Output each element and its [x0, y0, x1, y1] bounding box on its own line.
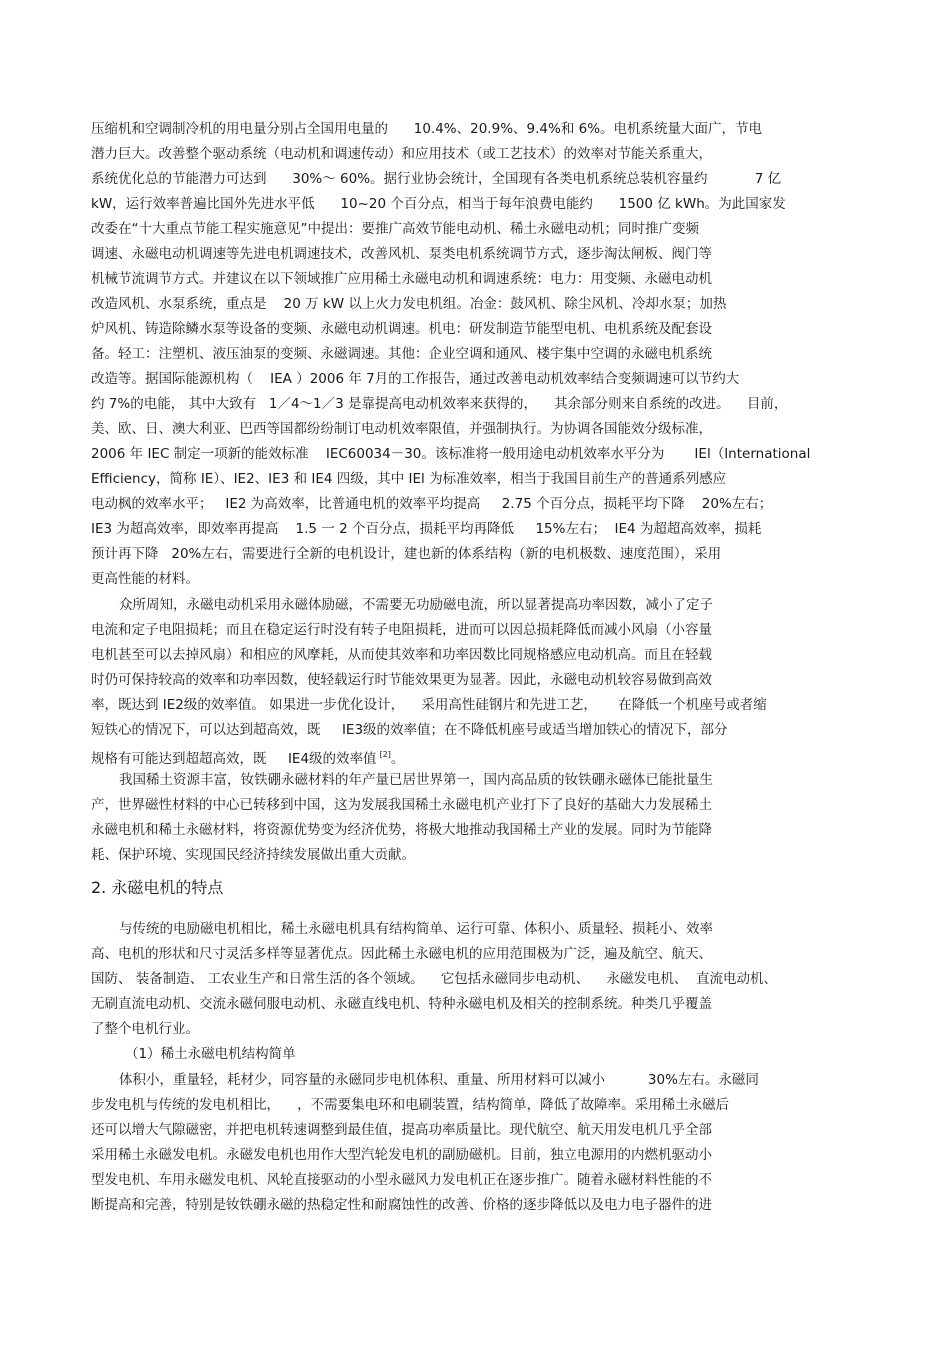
body-line: 电机甚至可以去掉风扇）和相应的风摩耗，从而使其效率和功率因数比同规格感应电动机高。而且在轻载 [91, 647, 712, 663]
body-line: 压缩机和空调制冷机的用电量分别占全国用电量的 10.4%、20.9%、9.4%和 6%。电机系统量大面广，节电 [91, 121, 763, 137]
body-line: 型发电机、车用永磁发电机、风轮直接驱动的小型永磁风力发电机正在逐步推广。随着永磁材料性能的不 [91, 1172, 712, 1188]
body-line: 还可以增大气隙磁密，并把电机转速调整到最佳值，提高功率质量比。现代航空、航天用发电机几乎全部 [91, 1122, 712, 1138]
body-line: 调速、永磁电动机调速等先进电机调速技术，改善风机、泵类电机系统调节方式，逐步淘汰闸板、阀门等 [91, 246, 712, 262]
body-line: 2006 年 IEC 制定一项新的能效标准 IEC60034－30。该标准将一般用途电动机效率水平分为 IEl（International [91, 446, 811, 462]
body-line: 高、电机的形状和尺寸灵活多样等显著优点。因此稀土永磁电机的应用范围极为广泛，遍及航空、航天、 [91, 946, 712, 962]
body-line: 改委在“十大重点节能工程实施意见”中提出：要推广高效节能电动机、稀土永磁电动机；同时推广变频 [91, 221, 699, 237]
body-line: 机械节流调节方式。并建议在以下领域推广应用稀土永磁电动机和调速系统：电力：用变频、永磁电动机 [91, 271, 712, 287]
body-line [91, 746, 404, 768]
body-line: 备。轻工：注塑机、液压油泵的变频、永磁调速。其他：企业空调和通风、楼宇集中空调的永磁电机系统 [91, 346, 712, 362]
body-line: kW，运行效率普遍比国外先进水平低 10~20 个百分点，相当于每年浪费电能约 1500 亿 kWh。为此国家发 [91, 196, 786, 212]
body-line: 无刷直流电动机、交流永磁伺服电动机、永磁直线电机、特种永磁电机及相关的控制系统。种类几乎覆盖 [91, 996, 712, 1012]
body-line: IE3 为超高效率，即效率再提高 1.5 一 2 个百分点，损耗平均再降低 15%左右； IE4 为超超高效率，损耗 [91, 521, 762, 537]
body-line: 更高性能的材料。 [91, 571, 199, 587]
body-line: 改造等。据国际能源机构（ IEA ）2006 年 7月的工作报告，通过改善电动机效率结合变频调速可以节约大 [91, 371, 740, 387]
body-line: Efficiency，简称 IE）、IE2、IE3 和 IE4 四级，其中 IEl 为标准效率，相当于我国目前生产的普通系列感应 [91, 471, 727, 487]
section-heading: 2. 永磁电机的特点 [91, 878, 224, 897]
body-line: 系统优化总的节能潜力可达到 30%～ 60%。据行业协会统计，全国现有各类电机系统总装机容量约 7 亿 [91, 171, 782, 187]
body-line: 时仍可保持较高的效率和功率因数，使轻载运行时节能效果更为显著。因此，永磁电动机较容易做到高效 [91, 672, 712, 688]
body-line: 美、欧、日、澳大利亚、巴西等国都纷纷制订电动机效率限值，并强制执行。为协调各国能效分级标准， [91, 421, 712, 437]
body-line: 潜力巨大。改善整个驱动系统（电动机和调速传动）和应用技术（或工艺技术）的效率对节能关系重大， [91, 146, 712, 162]
body-line: 采用稀土永磁发电机。永磁发电机也用作大型汽轮发电机的副励磁机。目前，独立电源用的内燃机驱动小 [91, 1147, 712, 1163]
body-line: 电流和定子电阻损耗；而且在稳定运行时没有转子电阻损耗，进而可以因总损耗降低而减小风扇（小容量 [91, 622, 712, 638]
body-line: 体积小，重量轻，耗材少，同容量的永磁同步电机体积、重量、所用材料可以减小 30%左右。永磁同 [119, 1072, 759, 1088]
body-line: 断提高和完善，特别是钕铁硼永磁的热稳定性和耐腐蚀性的改善、价格的逐步降低以及电力电子器件的进 [91, 1197, 712, 1213]
body-line: 永磁电机和稀土永磁材料，将资源优势变为经济优势，将极大地推动我国稀土产业的发展。同时为节能降 [91, 822, 712, 838]
body-line: 我国稀土资源丰富，钕铁硼永磁材料的年产量已居世界第一，国内高品质的钕铁硼永磁体已能批量生 [119, 772, 713, 788]
body-line: 预计再下降 20%左右，需要进行全新的电机设计，建也新的体系结构（新的电机极数、速度范围），采用 [91, 546, 722, 562]
body-line: 产，世界磁性材料的中心已转移到中国，这为发展我国稀土永磁电机产业打下了良好的基础大力发展稀土 [91, 797, 712, 813]
body-line: 率，既达到 IE2级的效率值。 如果进一步优化设计， 采用高性硅钢片和先进工艺， 在降低一个机座号或者缩 [91, 697, 767, 713]
body-line: 耗、保护环境、实现国民经济持续发展做出重大贡献。 [91, 847, 415, 863]
body-line: 炉风机、铸造除鳞水泵等设备的变频、永磁电动机调速。机电：研发制造节能型电机、电机系统及配套设 [91, 321, 712, 337]
body-line: 国防、 装备制造、 工农业生产和日常生活的各个领域。 它包括永磁同步电动机、 永磁发电机、 直流电动机、 [91, 971, 777, 987]
body-line: 步发电机与传统的发电机相比， ，不需要集电环和电刷装置，结构简单，降低了故障率。采用稀土永磁后 [91, 1097, 730, 1113]
body-line: 约 7%的电能， 其中大致有 1／4～1／3 是靠提高电动机效率来获得的， 其余部分则来自系统的改进。 目前， [91, 396, 788, 412]
body-line: 了整个电机行业。 [91, 1021, 199, 1037]
body-text: 规格有可能达到超超高效，既 IE4级的效率值 [91, 751, 377, 767]
body-line: 与传统的电励磁电机相比，稀土永磁电机具有结构简单、运行可靠、体积小、质量轻、损耗小、效率 [119, 921, 713, 937]
body-line: 众所周知，永磁电动机采用永磁体励磁，不需要无功励磁电流，所以显著提高功率因数，减小了定子 [119, 597, 713, 613]
subsection-heading: （1）稀土永磁电机结构简单 [125, 1046, 296, 1062]
reference-marker: [2] [379, 750, 391, 759]
body-line: 短铁心的情况下，可以达到超高效，既 IE3级的效率值；在不降低机座号或适当增加铁心的情况下，部分 [91, 722, 728, 738]
body-line: 电动枫的效率水平； IE2 为高效率，比普通电机的效率平均提高 2.75 个百分点，损耗平均下降 20%左右； [91, 496, 773, 512]
body-line: 改造风机、水泵系统，重点是 20 万 kW 以上火力发电机组。冶金：鼓风机、除尘风机、冷却水泵；加热 [91, 296, 727, 312]
body-text: 。 [390, 751, 405, 767]
